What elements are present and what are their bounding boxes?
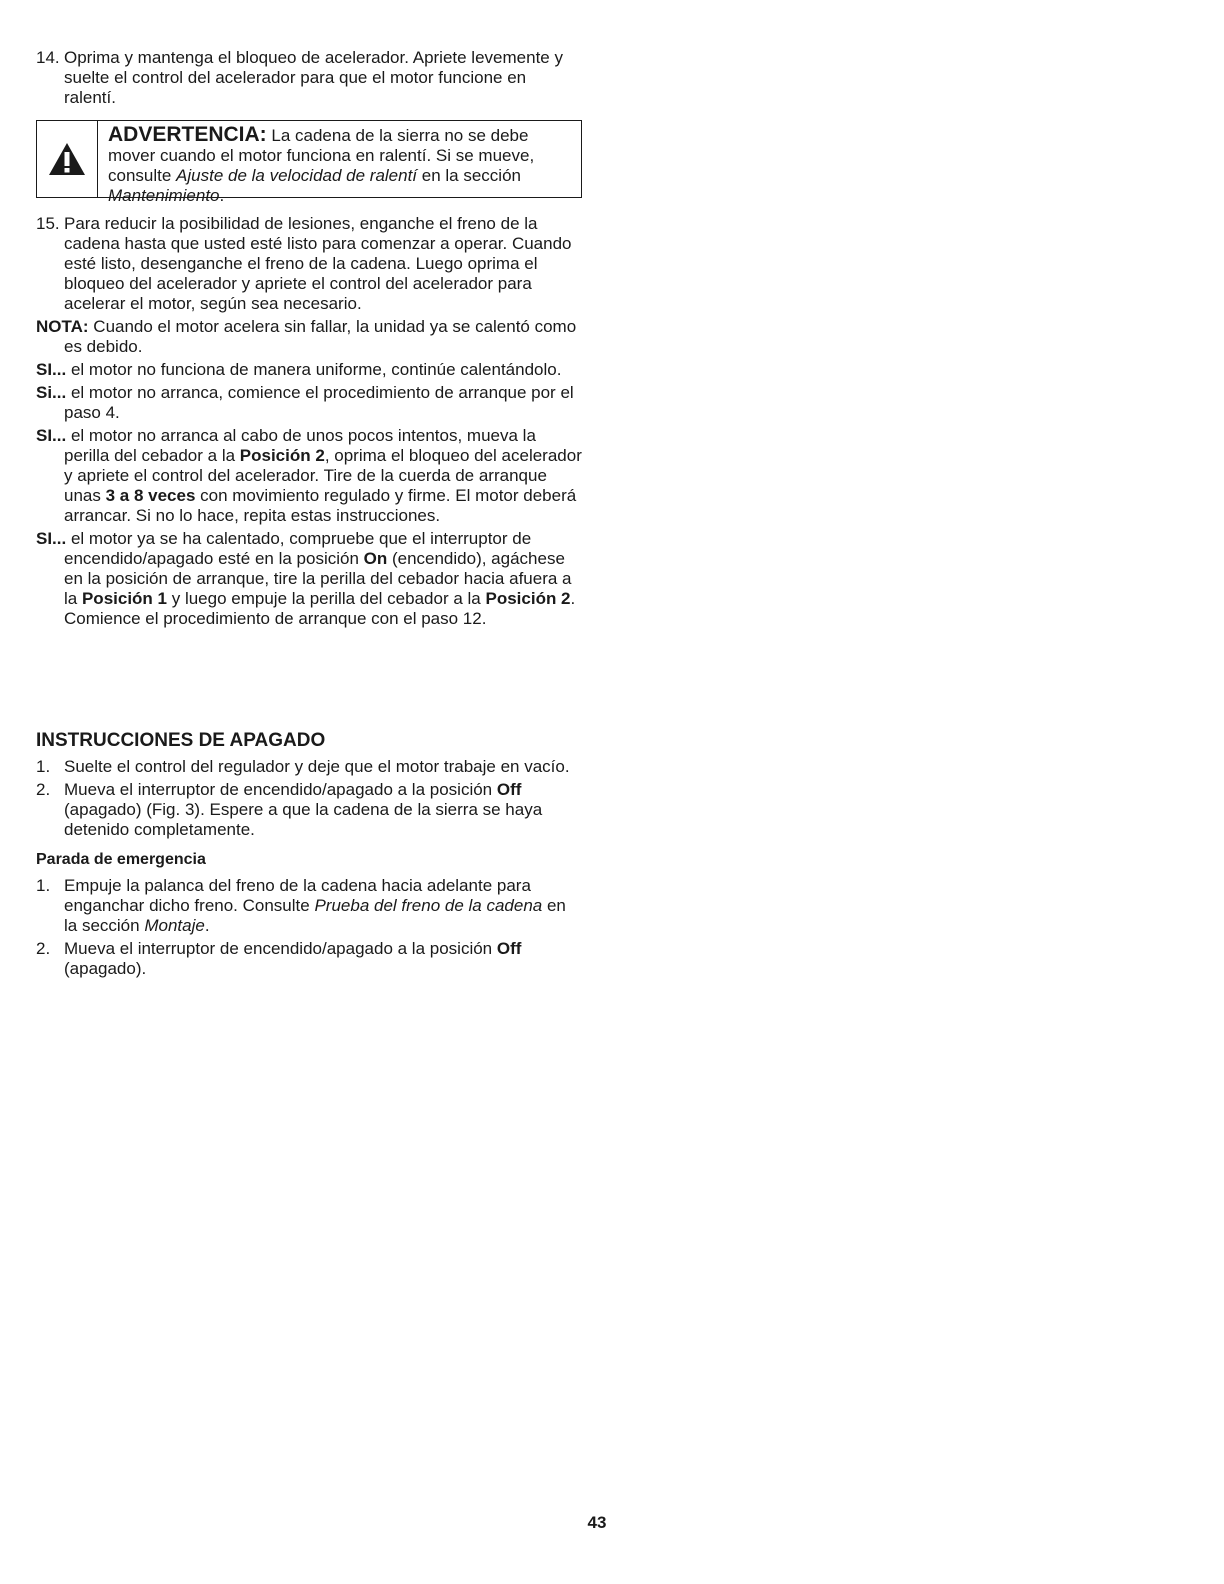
warning-box [36,120,582,205]
step-number: 14. [36,48,60,67]
condition-1 [36,360,582,380]
condition-bold: Posición 2 [485,589,571,608]
step-text [64,876,582,936]
step-text-part: en la sección [64,896,566,935]
step-text-part: Mueva el interruptor de encendido/apagado a la posición [64,780,497,799]
warning-reference: Ajuste de la velocidad de ralentí [176,166,418,185]
condition-bold: On [363,549,388,568]
step-text-part: Empuje la palanca del freno de la cadena hacia adelante para enganchar dicho freno. Consulte [64,876,531,915]
page-number: 43 [587,1513,607,1532]
step-italic: Montaje [144,916,205,935]
note-label: NOTA: [36,317,89,336]
spacer [36,629,582,731]
step-bold: Off [496,939,522,958]
step-text: Oprima y mantenga el bloqueo de acelerador. Apriete levemente y suelte el control del acelerador para que el motor funcione en ralentí. [64,48,563,107]
condition-3 [36,426,582,526]
condition-text: (encendido), agáchese en la posición de arranque, tire la perilla del cebador hacia afuera a la [64,549,572,608]
condition-bold: Posición 1 [81,589,167,608]
condition-text: . Comience el procedimiento de arranque con el paso 12. [64,589,576,628]
step-15 [36,214,582,314]
step-italic: Prueba del freno de la cadena [314,896,543,915]
step-text: Suelte el control del regulador y deje que el motor trabaje en vacío. [64,757,570,776]
warning-section: Mantenimiento [108,186,220,205]
step-number: 2. [36,780,51,799]
condition-text: el motor no arranca, comience el procedimiento de arranque por el paso 4. [64,383,574,422]
step-number: 1. [36,876,51,895]
condition-text: con movimiento regulado y firme. El motor deberá arrancar. Si no lo hace, repita estas instrucciones. [64,486,577,525]
note [36,317,582,357]
condition-bold: 3 a 8 veces [105,486,196,505]
step-number: 2. [36,939,51,958]
note-text: Cuando el motor acelera sin fallar, la unidad ya se calentó como es debido. [64,317,577,356]
warning-message-2: en la sección [417,166,521,185]
step-bold: Off [496,780,522,799]
shutdown-heading: INSTRUCCIONES DE APAGADO [36,730,326,751]
warning-title: ADVERTENCIA: [108,123,267,146]
condition-4 [36,529,582,629]
condition-label: SI... [36,426,67,445]
condition-text: , oprima el bloqueo del acelerador y apriete el control del acelerador. Tire de la cuerda de arranque unas [64,446,582,505]
condition-text: el motor no arranca al cabo de unos pocos intentos, mueva la perilla del cebador a la [64,426,536,465]
step-text: Para reducir la posibilidad de lesiones, enganche el freno de la cadena hasta que usted esté listo para comenzar a operar. Cuando esté listo, desenganche el freno de la cadena. Luego oprima el bloqueo del acelerador y apriete el control del acelerador para acelerar el motor, según sea necesario. [64,214,572,313]
condition-label: SI... [36,529,67,548]
warning-message: La cadena de la sierra no se debe mover cuando el motor funciona en ralentí. Si se mueve, consulte [108,126,535,185]
condition-text: y luego empuje la perilla del cebador a la [167,589,486,608]
condition-text: el motor ya se ha calentado, compruebe que el interruptor de encendido/apagado esté en la posición [64,529,532,568]
shutdown-step-2 [36,780,582,840]
warning-text [98,121,581,205]
step-text-part: Mueva el interruptor de encendido/apagado a la posición [64,939,497,958]
step-text-part: (apagado). [64,959,147,978]
emergency-heading: Parada de emergencia [36,851,206,868]
condition-label: Si... [36,383,67,402]
step-text-part: . [204,916,210,935]
step-text [64,939,582,979]
emergency-step-2 [36,939,582,979]
content-column [36,48,582,979]
step-number: 15. [36,214,60,233]
condition-label: SI... [36,360,67,379]
step-14 [36,48,582,108]
step-text [64,780,582,840]
step-number: 1. [36,757,51,776]
condition-2 [36,383,582,423]
warning-triangle-icon [37,121,98,197]
condition-text: el motor no funciona de manera uniforme, continúe calentándolo. [66,360,562,379]
condition-bold: Posición 2 [239,446,325,465]
warning-end: . [219,186,225,205]
shutdown-step-1 [36,757,582,777]
emergency-step-1 [36,876,582,936]
step-text-part: (apagado) (Fig. 3). Espere a que la cadena de la sierra se haya detenido completamente. [64,800,543,839]
